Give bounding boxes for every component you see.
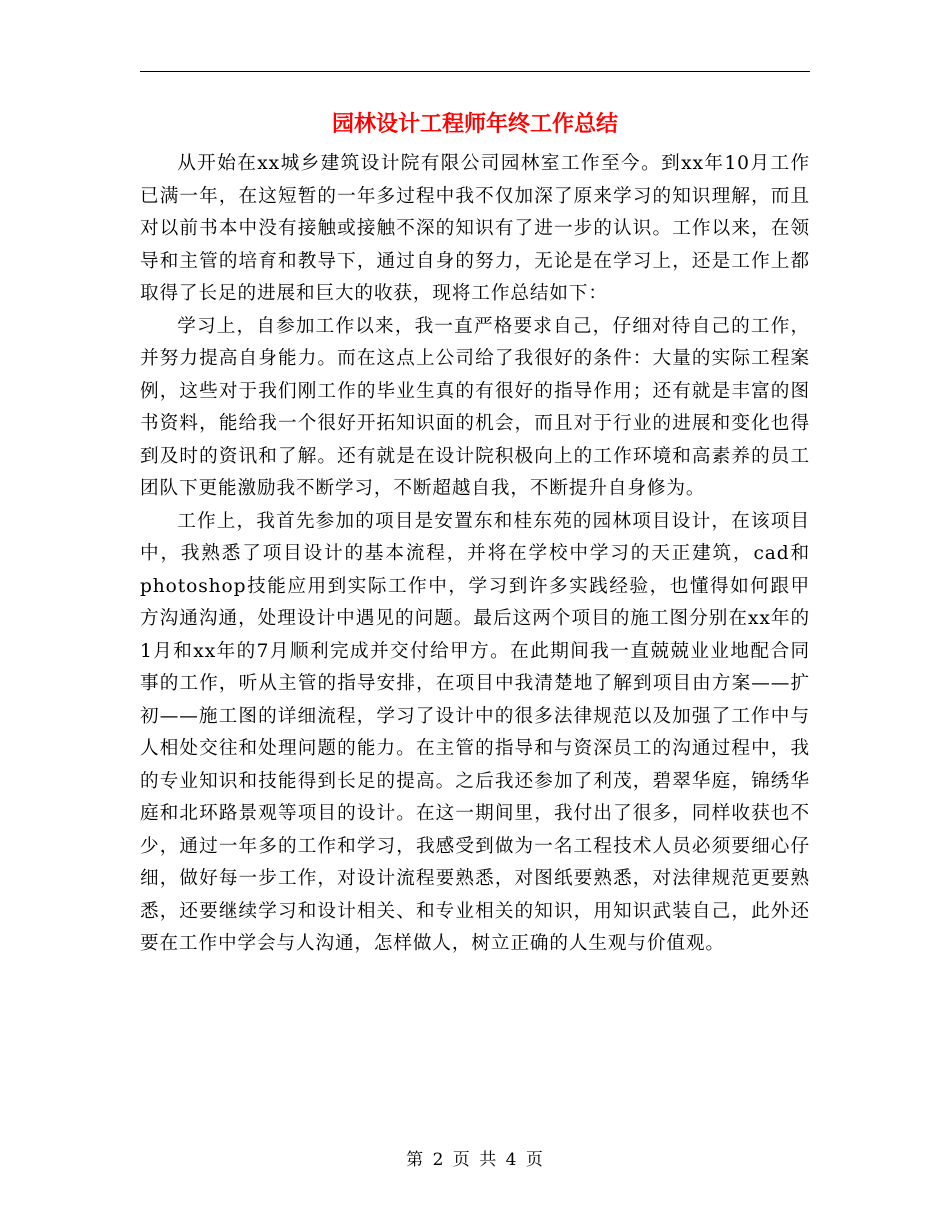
paragraph-work: 工作上，我首先参加的项目是安置东和桂东苑的园林项目设计，在该项目中，我熟悉了项目设计的基本流程，并将在学校中学习的天正建筑，cad和photoshop技能应用到实际工作中，学习到许多实践经验，也懂得如何跟甲方沟通沟通，处理设计中遇见的问题。最后这两个项目的施工图分别在xx年的1月和xx年的7月顺利完成并交付给甲方。在此期间我一直兢兢业业地配合同事的工作，听从主管的指导安排，在项目中我清楚地了解到项目由方案——扩初——施工图的详细流程，学习了设计中的很多法律规范以及加强了工作中与人相处交往和处理问题的能力。在主管的指导和与资深员工的沟通过程中，我的专业知识和技能得到长足的提高。之后我还参加了利茂，碧翠华庭，锦绣华庭和北环路景观等项目的设计。在这一期间里，我付出了很多，同样收获也不少，通过一年多的工作和学习，我感受到做为一名工程技术人员必须要细心仔细，做好每一步工作，对设计流程要熟悉，对图纸要熟悉，对法律规范更要熟悉，还要继续学习和设计相关、和专业相关的知识，用知识武装自己，此外还要在工作中学会与人沟通，怎样做人，树立正确的人生观与价值观。 [140, 510, 810, 954]
document-body [140, 148, 810, 961]
page-number-footer: 第 2 页 共 4 页 [406, 1150, 544, 1170]
paragraph-intro: 从开始在xx城乡建筑设计院有限公司园林室工作至今。到xx年10月工作已满一年，在这短暂的一年多过程中我不仅加深了原来学习的知识理解，而且对以前书本中没有接触或接触不深的知识有了进一步的认识。工作以来，在领导和主管的培育和教导下，通过自身的努力，无论是在学习上，还是工作上都取得了长足的进展和巨大的收获，现将工作总结如下： [140, 153, 810, 304]
header-rule [140, 71, 810, 72]
document-title: 园林设计工程师年终工作总结 [331, 112, 618, 137]
paragraph-study: 学习上，自参加工作以来，我一直严格要求自己，仔细对待自己的工作，并努力提高自身能力。而在这点上公司给了我很好的条件：大量的实际工程案例，这些对于我们刚工作的毕业生真的有很好的指导作用；还有就是丰富的图书资料，能给我一个很好开拓知识面的机会，而且对于行业的进展和变化也得到及时的资讯和了解。还有就是在设计院积极向上的工作环境和高素养的员工团队下更能激励我不断学习，不断超越自我，不断提升自身修为。 [140, 315, 810, 499]
